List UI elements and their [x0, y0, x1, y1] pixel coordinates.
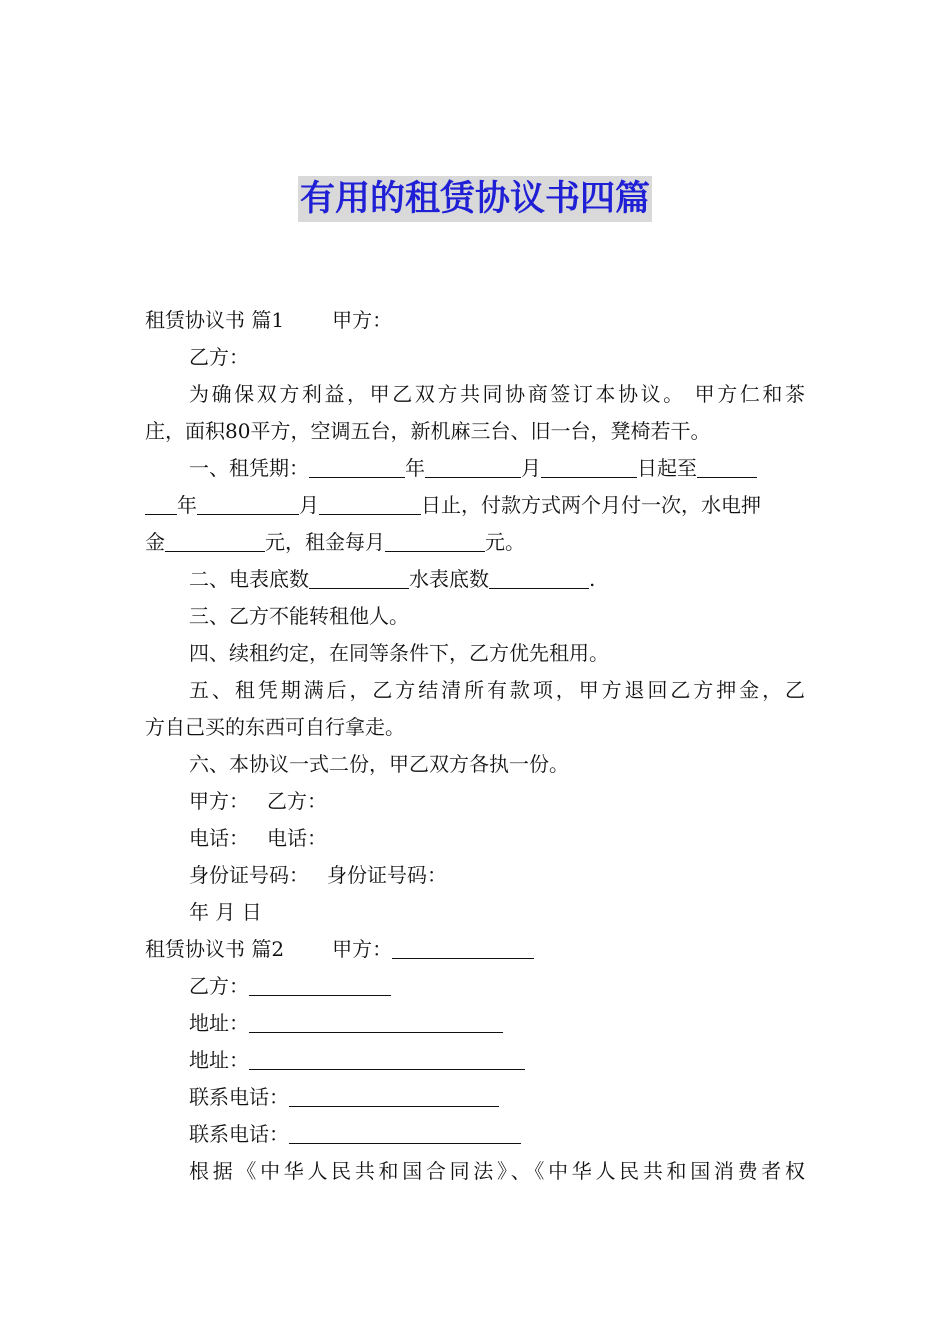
clause-1-line-3	[145, 524, 805, 561]
year-label-2: 年	[177, 493, 197, 517]
section1-party-b-line	[145, 339, 805, 376]
section2-phone-2: 联系电话：	[189, 1122, 289, 1146]
id-party-a: 身份证号码：	[189, 863, 309, 887]
blank-start-day[interactable]	[541, 455, 637, 478]
day-from-label: 日起至	[637, 456, 697, 480]
section2-address-2: 地址：	[189, 1048, 249, 1072]
clause-5-line-1: 五、租凭期满后，乙方结清所有款项，甲方退回乙方押金，乙	[189, 678, 805, 702]
section2-party-b-line	[145, 968, 805, 1005]
blank-phone-2[interactable]	[289, 1121, 521, 1144]
blank-end-year-b[interactable]	[145, 492, 177, 515]
section2-heading-line	[145, 931, 805, 968]
clause-1-label: 一、租凭期：	[189, 456, 309, 480]
deposit-label: 金	[145, 530, 165, 554]
blank-start-month[interactable]	[425, 455, 521, 478]
section2-address-1: 地址：	[189, 1011, 249, 1035]
blank-start-year[interactable]	[309, 455, 405, 478]
year-label: 年	[405, 456, 425, 480]
signature-line	[145, 783, 805, 820]
clause-5-line-2: 方自己买的东西可自行拿走。	[145, 715, 405, 739]
section2-party-b: 乙方：	[189, 974, 249, 998]
clause-1-line-1	[145, 450, 805, 487]
blank-electric[interactable]	[309, 566, 409, 589]
blank-water[interactable]	[489, 566, 589, 589]
document-title-wrapper	[0, 176, 950, 222]
phone-line	[145, 820, 805, 857]
month-label-2: 月	[299, 493, 319, 517]
section2-law-line: 根据《中华人民共和国合同法》、《中华人民共和国消费者权	[189, 1159, 805, 1183]
blank-address-2[interactable]	[249, 1047, 525, 1070]
month-label: 月	[521, 456, 541, 480]
section2-heading: 租赁协议书 篇2	[145, 937, 285, 961]
payment-terms: 日止，付款方式两个月付一次，水电押	[421, 493, 761, 517]
section1-heading-line	[145, 302, 805, 339]
id-party-b: 身份证号码：	[327, 863, 447, 887]
blank-section2-party-b[interactable]	[249, 973, 391, 996]
document-title: 有用的租赁协议书四篇	[298, 176, 652, 222]
section2-address-1-line	[145, 1005, 805, 1042]
id-line	[145, 857, 805, 894]
blank-section2-party-a[interactable]	[392, 936, 534, 959]
period: .	[589, 567, 596, 591]
clause-2-line	[145, 561, 805, 598]
phone-party-b: 电话：	[267, 826, 327, 850]
section2-address-2-line	[145, 1042, 805, 1079]
clause-4-line: 四、续租约定，在同等条件下，乙方优先租用。	[189, 641, 609, 665]
intro-line-1: 为确保双方利益，甲乙双方共同协商签订本协议。 甲方仁和茶	[189, 382, 805, 406]
intro-line-2: 庄，面积80平方，空调五台，新机麻三台、旧一台，凳椅若干。	[145, 419, 711, 443]
section1-heading: 租赁协议书 篇1	[145, 308, 285, 332]
blank-address-1[interactable]	[249, 1010, 503, 1033]
section2-phone-1: 联系电话：	[189, 1085, 289, 1109]
clause-6-line: 六、本协议一式二份，甲乙双方各执一份。	[189, 752, 569, 776]
clause-3-line: 三、乙方不能转租他人。	[189, 604, 409, 628]
document-body	[145, 302, 805, 1190]
signature-party-a: 甲方：	[189, 789, 249, 813]
meter-electric-label: 二、电表底数	[189, 567, 309, 591]
section2-party-a: 甲方：	[332, 937, 393, 961]
blank-end-month[interactable]	[197, 492, 299, 515]
yuan-label: 元。	[485, 530, 525, 554]
blank-end-day[interactable]	[319, 492, 421, 515]
blank-deposit[interactable]	[165, 529, 265, 552]
section1-party-a: 甲方：	[332, 308, 393, 332]
blank-end-year-a[interactable]	[697, 455, 757, 478]
phone-party-a: 电话：	[189, 826, 249, 850]
clause-1-line-2	[145, 487, 805, 524]
section2-phone-1-line	[145, 1079, 805, 1116]
date-line: 年 月 日	[189, 900, 262, 924]
rent-label: 元，租金每月	[265, 530, 385, 554]
signature-party-b: 乙方：	[267, 789, 327, 813]
meter-water-label: 水表底数	[409, 567, 489, 591]
section1-party-b: 乙方：	[189, 345, 249, 369]
blank-rent[interactable]	[385, 529, 485, 552]
blank-phone-1[interactable]	[289, 1084, 499, 1107]
section2-phone-2-line	[145, 1116, 805, 1153]
